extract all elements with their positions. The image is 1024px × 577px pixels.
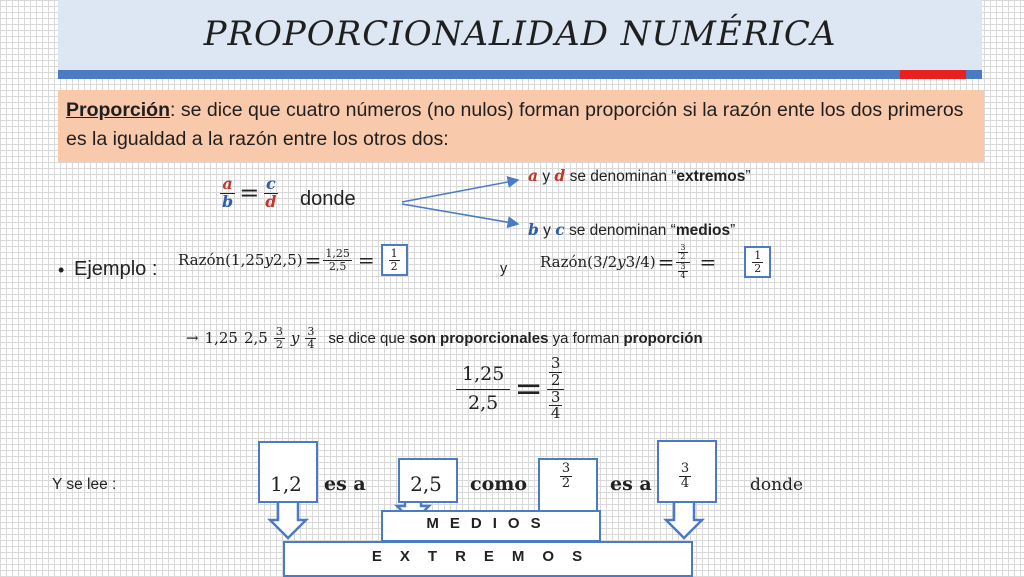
right-arrow-icon: → [186, 329, 199, 348]
and-word: y [538, 168, 555, 185]
denominator: 2 [275, 337, 283, 351]
medios-label: MEDIOS [426, 515, 552, 532]
numerator: 3 [550, 354, 561, 372]
equals-sign: = [699, 250, 717, 275]
numerator: 1 [390, 247, 398, 260]
numerator: 3 [275, 325, 283, 338]
razon1-label: Razón(1,25 [178, 251, 265, 270]
numerator: 3 [307, 325, 315, 338]
definition-term: Proporción [66, 99, 171, 121]
denominator: 2 [390, 259, 398, 273]
numerator-c: c [266, 174, 276, 193]
var-b: b [528, 220, 539, 239]
conclusion-b2: proporción [623, 329, 703, 347]
callout-arrow-1 [270, 497, 306, 538]
medios-post: ” [730, 222, 736, 239]
numerator: 3 [680, 261, 686, 271]
es-a-2: es a [610, 473, 652, 495]
razon2-y: y [617, 253, 626, 272]
donde-label: donde [300, 188, 356, 210]
extremos-word: extremos [676, 168, 746, 185]
como-word: como [470, 473, 528, 495]
numerator: 1,25 [325, 247, 350, 260]
numerator-a: a [222, 174, 233, 193]
page-title: PROPORCIONALIDAD NUMÉRICA [203, 14, 837, 54]
conjunction-y: y [290, 329, 300, 348]
numerator: 3 [680, 243, 686, 252]
razon2-rest: 3/4) [625, 253, 656, 272]
numerator: 3 [561, 461, 571, 476]
fraction-3-4 [679, 462, 691, 490]
reading-value-2: 2,5 [410, 472, 442, 496]
denominator: 2 [550, 370, 561, 389]
denominator: 2 [680, 252, 686, 262]
reading-label: Y se lee : [52, 476, 117, 493]
equals-sign: = [514, 369, 543, 409]
equals-sign: = [357, 248, 375, 273]
example-label: Ejemplo : [74, 258, 158, 280]
conclusion-t1: se dice que [328, 329, 410, 347]
numerator: 1 [754, 249, 762, 263]
bullet-icon: • [58, 260, 65, 280]
var-d: d [554, 166, 566, 185]
denominator: 4 [307, 337, 315, 351]
value-2-5: 2,5 [243, 329, 268, 348]
separator-y: y [500, 261, 508, 277]
denominator: 2 [561, 475, 571, 491]
medios-word: medios [675, 222, 731, 239]
razon1-rest: 2,5) [272, 251, 303, 270]
denominator: 2 [754, 261, 762, 275]
extremos-post: ” [745, 168, 751, 185]
extremos-pre: se denominan “ [565, 168, 677, 185]
denominator: 4 [550, 404, 561, 423]
denominator: 2,5 [468, 391, 499, 414]
reading-value-1: 1,2 [270, 472, 302, 496]
var-c: c [555, 220, 565, 239]
var-a: a [528, 166, 539, 185]
reading-fraction-3-4-wrap [657, 462, 713, 490]
conclusion-t2: ya forman [548, 329, 624, 347]
razon1-y: y [264, 251, 273, 270]
numerator: 3 [680, 461, 690, 476]
and-word: y [538, 222, 556, 239]
extremos-label: EXTREMOS [371, 548, 601, 565]
equals-sign: = [239, 179, 260, 208]
equals-sign: = [657, 250, 675, 275]
callout-arrow-4 [666, 497, 702, 538]
numerator: 1,25 [456, 361, 510, 390]
definition-body: : se dice que cuatro números (no nulos) forman proporción si la razón ente los dos primeros es la igualdad a la razón entre los otros dos: [66, 99, 964, 150]
donde-label-2: donde [750, 475, 804, 495]
conclusion-b1: son proporcionales [409, 329, 549, 347]
medios-pre: se denominan “ [564, 222, 676, 239]
es-a-1: es a [324, 473, 366, 495]
fraction-3-2 [560, 462, 572, 490]
reading-fraction-3-2-wrap [538, 462, 594, 490]
denominator: 4 [680, 475, 690, 491]
numerator: 3 [550, 387, 561, 406]
denominator: 4 [680, 271, 686, 281]
equals-sign: = [304, 248, 322, 273]
value-1-25: 1,25 [204, 329, 238, 348]
denominator: 2,5 [328, 259, 347, 273]
denominator-b: b [222, 191, 234, 211]
denominator-d: d [265, 191, 277, 211]
razon2-label: Razón(3/2 [540, 253, 618, 272]
